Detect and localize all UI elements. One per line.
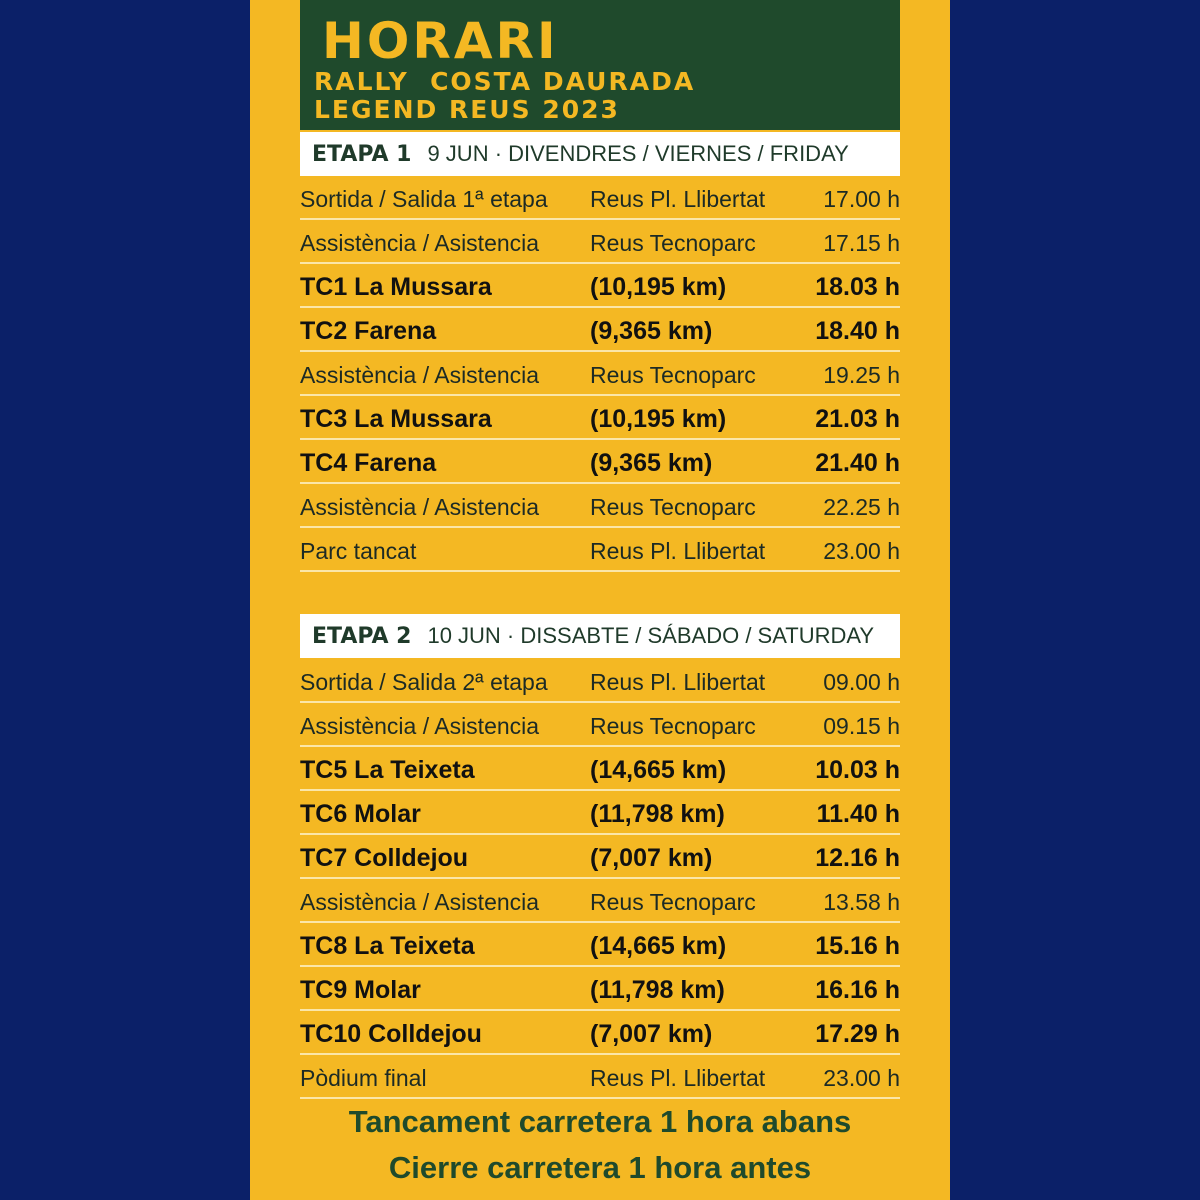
row-location: Reus Pl. Llibertat <box>590 669 766 695</box>
schedule-row <box>300 923 900 967</box>
row-time: 18.40 h <box>815 317 900 345</box>
row-event: Assistència / Asistencia <box>300 713 540 739</box>
stage-label: ETAPA 1 <box>312 141 412 167</box>
poster-subtitle-line1: RALLY COSTA DAURADA <box>314 67 696 96</box>
row-event: Assistència / Asistencia <box>300 230 540 256</box>
stage-date: 10 JUN · DISSABTE / SÁBADO / SATURDAY <box>427 623 875 648</box>
row-time: 09.00 h <box>823 669 900 695</box>
schedule-row <box>300 703 900 747</box>
row-location: Reus Tecnoparc <box>590 713 756 739</box>
row-time: 09.15 h <box>823 713 900 739</box>
row-event: TC1 La Mussara <box>300 273 492 301</box>
row-location: (9,365 km) <box>590 449 713 477</box>
row-time: 21.40 h <box>815 449 900 477</box>
stage-1-header <box>300 132 900 176</box>
row-event: Assistència / Asistencia <box>300 494 540 520</box>
schedule-row <box>300 747 900 791</box>
row-location: Reus Tecnoparc <box>590 494 756 520</box>
poster-header <box>300 0 900 130</box>
schedule-poster <box>250 0 950 1200</box>
stage-2-rows <box>300 659 900 1099</box>
row-event: Assistència / Asistencia <box>300 889 540 915</box>
schedule-row <box>300 791 900 835</box>
schedule-row <box>300 440 900 484</box>
schedule-row <box>300 220 900 264</box>
row-location: (7,007 km) <box>590 1020 713 1048</box>
road-closure-note-spanish: Cierre carretera 1 hora antes <box>388 1150 812 1185</box>
stage-label: ETAPA 2 <box>312 623 412 649</box>
row-event: TC10 Colldejou <box>300 1020 482 1048</box>
row-location: Reus Pl. Llibertat <box>590 538 766 564</box>
row-time: 19.25 h <box>823 362 900 388</box>
row-location: Reus Tecnoparc <box>590 362 756 388</box>
row-location: (11,798 km) <box>590 800 725 828</box>
schedule-row <box>300 176 900 220</box>
schedule-row <box>300 528 900 572</box>
row-time: 16.16 h <box>815 976 900 1004</box>
row-event: TC2 Farena <box>300 317 437 345</box>
row-time: 10.03 h <box>815 756 900 784</box>
row-location: Reus Tecnoparc <box>590 889 756 915</box>
stage-1-rows <box>300 176 900 572</box>
row-event: Parc tancat <box>300 538 417 564</box>
row-location: (9,365 km) <box>590 317 713 345</box>
row-time: 12.16 h <box>815 844 900 872</box>
schedule-row <box>300 264 900 308</box>
poster-title: HORARI <box>322 12 559 70</box>
schedule-row <box>300 352 900 396</box>
row-time: 23.00 h <box>823 538 900 564</box>
row-time: 22.25 h <box>823 494 900 520</box>
row-event: TC5 La Teixeta <box>300 756 475 784</box>
row-time: 17.15 h <box>823 230 900 256</box>
row-time: 23.00 h <box>823 1065 900 1091</box>
schedule-row <box>300 308 900 352</box>
row-time: 13.58 h <box>823 889 900 915</box>
schedule-row <box>300 659 900 703</box>
row-event: TC6 Molar <box>300 800 421 828</box>
row-event: Assistència / Asistencia <box>300 362 540 388</box>
schedule-row <box>300 1055 900 1099</box>
row-time: 17.00 h <box>823 186 900 212</box>
row-location: (14,665 km) <box>590 932 727 960</box>
row-time: 18.03 h <box>815 273 900 301</box>
row-time: 21.03 h <box>815 405 900 433</box>
schedule-row <box>300 396 900 440</box>
schedule-row <box>300 1011 900 1055</box>
row-time: 11.40 h <box>816 800 900 828</box>
row-event: Sortida / Salida 1ª etapa <box>300 186 548 212</box>
row-time: 15.16 h <box>815 932 900 960</box>
row-location: (11,798 km) <box>590 976 725 1004</box>
row-event: TC9 Molar <box>300 976 421 1004</box>
row-event: TC7 Colldejou <box>300 844 469 872</box>
schedule-row <box>300 967 900 1011</box>
row-location: Reus Pl. Llibertat <box>590 1065 766 1091</box>
row-event: TC3 La Mussara <box>300 405 492 433</box>
row-time: 17.29 h <box>815 1020 900 1048</box>
row-location: Reus Pl. Llibertat <box>590 186 766 212</box>
poster-subtitle-line2: LEGEND REUS 2023 <box>314 95 620 124</box>
row-location: Reus Tecnoparc <box>590 230 756 256</box>
row-location: (7,007 km) <box>590 844 713 872</box>
row-event: TC4 Farena <box>300 449 437 477</box>
row-location: (10,195 km) <box>590 405 727 433</box>
schedule-row <box>300 879 900 923</box>
row-location: (14,665 km) <box>590 756 727 784</box>
row-event: Sortida / Salida 2ª etapa <box>300 669 548 695</box>
stage-2-header <box>300 614 900 658</box>
stage-date: 9 JUN · DIVENDRES / VIERNES / FRIDAY <box>427 141 849 166</box>
schedule-row <box>300 835 900 879</box>
row-event: Pòdium final <box>300 1065 427 1091</box>
row-event: TC8 La Teixeta <box>300 932 475 960</box>
schedule-row <box>300 484 900 528</box>
row-location: (10,195 km) <box>590 273 727 301</box>
road-closure-note-catalan: Tancament carretera 1 hora abans <box>348 1104 852 1139</box>
